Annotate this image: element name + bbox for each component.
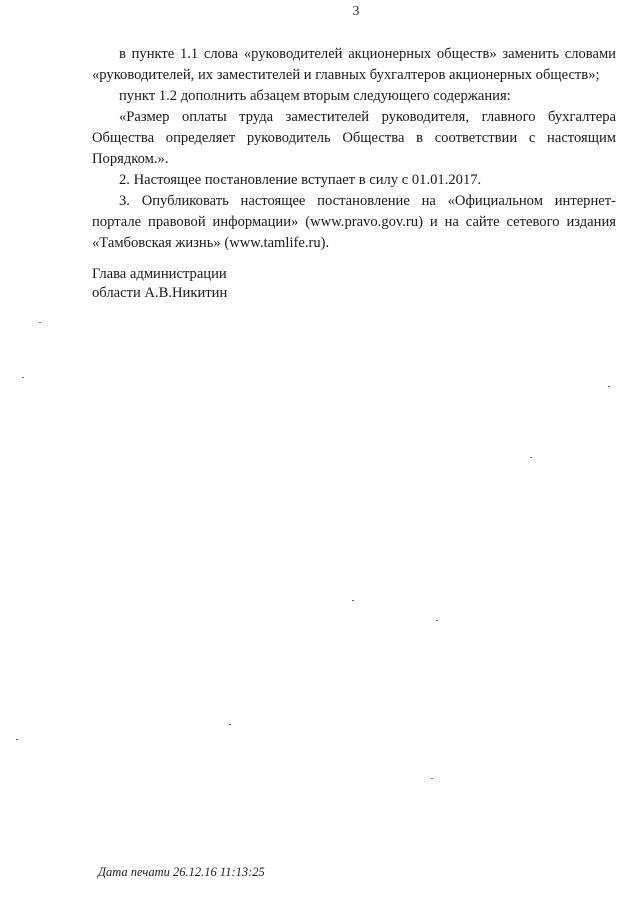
paragraph-quote: «Размер оплаты труда заместителей руководителя, главного бухгалтера Общества определяет руководитель Общества в соответствии с настоящим Порядком.».: [92, 109, 616, 167]
scan-speck: [22, 377, 24, 378]
scan-speck: [16, 739, 18, 740]
signature-name: области А.В.Никитин: [92, 285, 228, 301]
print-date: Дата печати 26.12.16 11:13:25: [98, 865, 265, 879]
paragraph-amend-1-1: в пункте 1.1 слова «руководителей акционерных обществ» заменить словами «руководителей, их заместителей и главных бухгалтеров акционерных обществ»;: [92, 46, 616, 83]
scan-speck: [530, 457, 532, 458]
document-body: [92, 44, 616, 254]
paragraph-effective-date: 2. Настоящее постановление вступает в силу с 01.01.2017.: [119, 172, 482, 188]
signature-block: [92, 265, 227, 303]
scan-speck: [608, 386, 610, 387]
signature-title: Глава администрации: [92, 266, 227, 282]
scan-speck: [352, 600, 354, 601]
paragraph-amend-1-2: пункт 1.2 дополнить абзацем вторым следующего содержания:: [119, 88, 511, 104]
paragraph-publication: 3. Опубликовать настоящее постановление на «Официальном интернет-портале правовой информации» (www.pravo.gov.ru) и на сайте сетевого издания «Тамбовская жизнь» (www.tamlife.ru).: [92, 193, 616, 251]
page-number: 3: [352, 4, 360, 19]
scan-speck: [229, 724, 231, 725]
scan-speck: [39, 322, 41, 323]
scan-speck: [436, 620, 438, 621]
scan-speck: [431, 778, 433, 779]
